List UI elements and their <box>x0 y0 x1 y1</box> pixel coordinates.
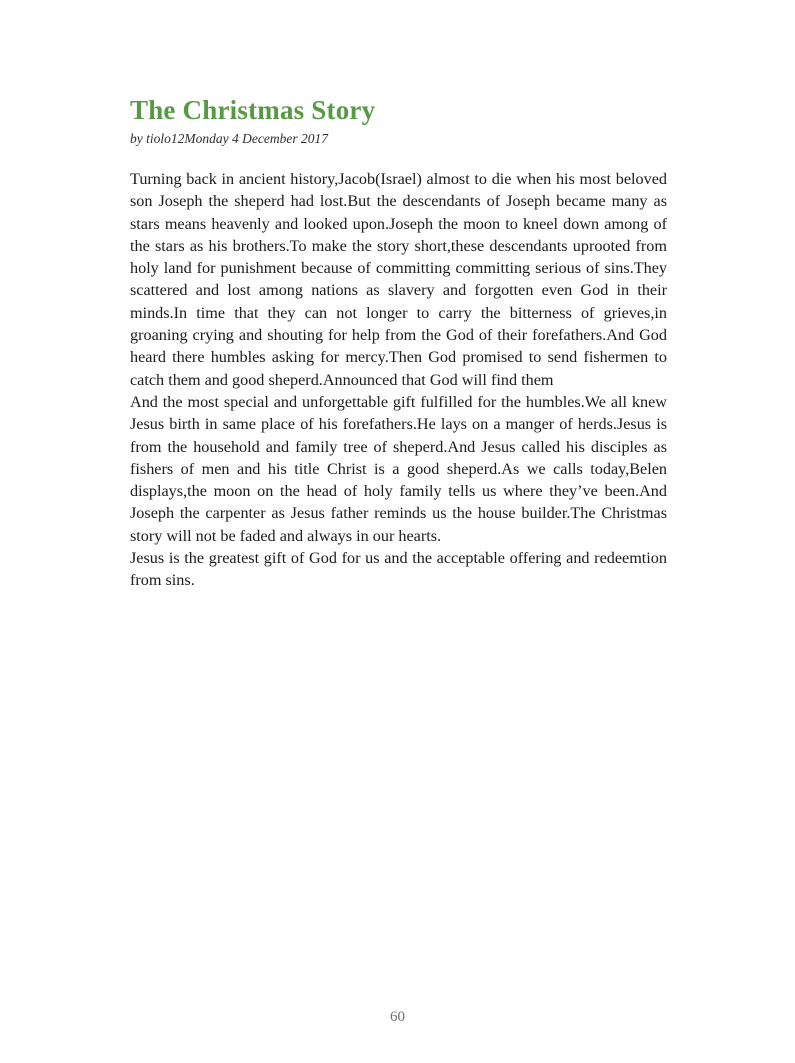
article-paragraph: Turning back in ancient history,Jacob(Israel) almost to die when his most beloved son Joseph the sheperd had lost.But the descendants of Joseph became many as stars means heavenly and looked upon.Joseph the moon to kneel down among of the stars as his brothers.To make the story short,these descendants uprooted from holy land for punishment because of committing committing serious of sins.They scattered and lost among nations as slavery and forgotten even God in their minds.In time that they can not longer to carry the bitterness of grieves,in groaning crying and shouting for help from the God of their forefathers.And God heard there humbles asking for mercy.Then God promised to send fishermen to catch them and good sheperd.Announced that God will find them <box>130 170 667 389</box>
article-paragraph: Jesus is the greatest gift of God for us and the acceptable offering and redeemtion from sins. <box>130 549 667 590</box>
article <box>130 95 667 592</box>
article-paragraph: And the most special and unforgettable gift fulfilled for the humbles.We all knew Jesus birth in same place of his forefathers.He lays on a manger of herds.Jesus is from the household and family tree of sheperd.And Jesus called his disciples as fishers of men and his title Christ is a good sheperd.As we calls today,Belen displays,the moon on the head of holy family tells us where they’ve been.And Joseph the carpenter as Jesus father reminds us the house builder.The Christmas story will not be faded and always in our hearts. <box>130 392 667 545</box>
article-body <box>130 168 667 592</box>
article-byline: by tiolo12Monday 4 December 2017 <box>130 131 328 146</box>
article-title: The Christmas Story <box>130 95 376 125</box>
page-number: 60 <box>390 1009 405 1025</box>
